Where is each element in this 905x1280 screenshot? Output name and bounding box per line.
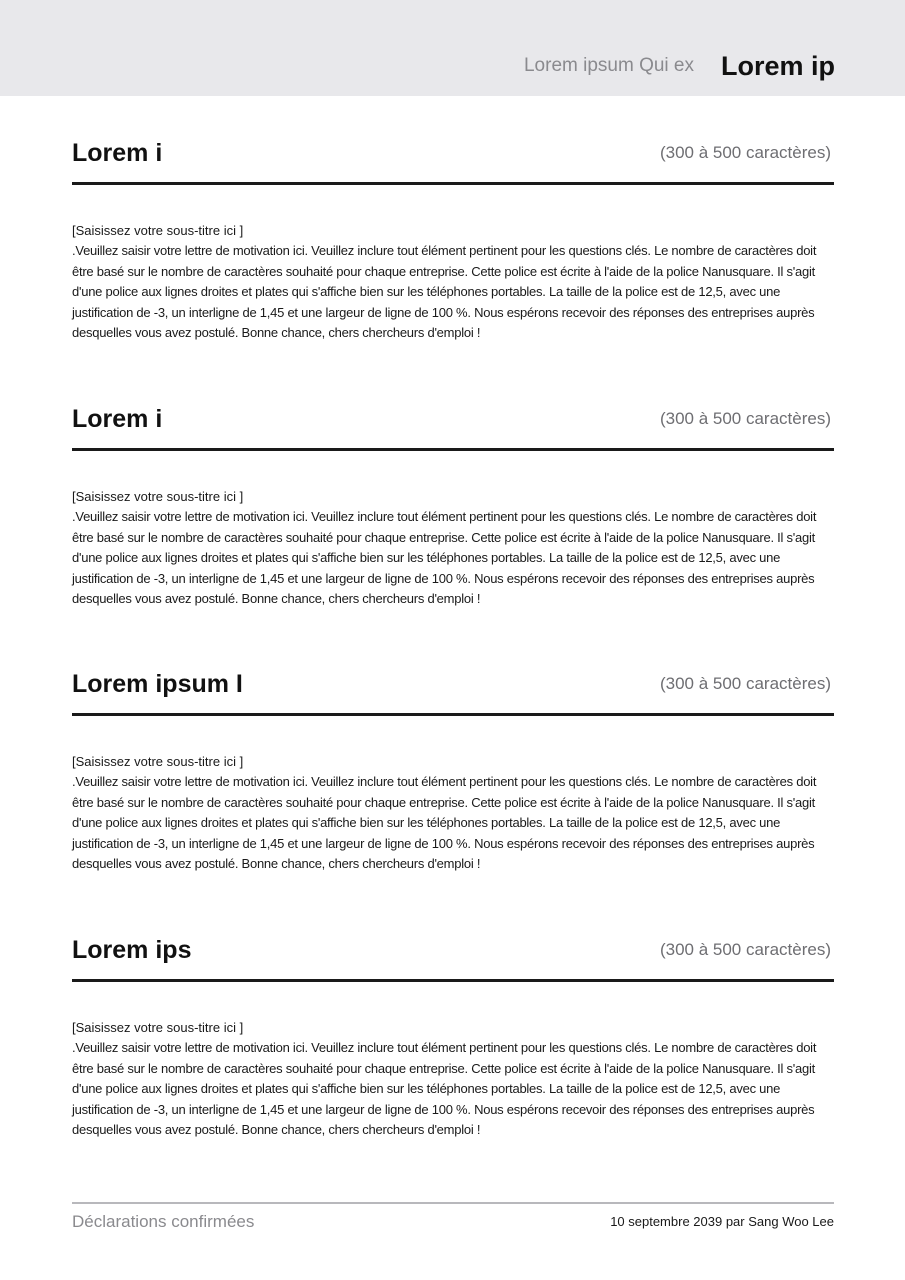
section-header bbox=[72, 933, 834, 982]
section-body: .Veuillez saisir votre lettre de motivation ici. Veuillez inclure tout élément pertinent pour les questions clés. Le nombre de caractères doit être basé sur le nombre de caractères souhaité pour chaque entreprise. Cette police est écrite à l'aide de la police Nanusquare. Il s'agit d'une police aux lignes droites et plates qui s'affiche bien sur les téléphones portables. La taille de la police est de 12,5, avec une justification de -3, un interligne de 1,45 et une largeur de ligne de 100 %. Nous espérons recevoir des réponses des entreprises auprès desquelles vous avez postulé. Bonne chance, chers chercheurs d'emploi ! bbox=[72, 774, 817, 872]
section-char-range: (300 à 500 caractères) bbox=[659, 940, 831, 959]
section-2 bbox=[72, 402, 834, 609]
section-header bbox=[72, 136, 834, 185]
section-subtitle: [Saisissez votre sous-titre ici ] bbox=[72, 1020, 244, 1035]
header-subtitle: Lorem ipsum Qui ex bbox=[523, 55, 694, 76]
section-subtitle: [Saisissez votre sous-titre ici ] bbox=[72, 489, 244, 504]
section-char-range: (300 à 500 caractères) bbox=[659, 409, 831, 428]
section-subtitle: [Saisissez votre sous-titre ici ] bbox=[72, 223, 244, 238]
section-subtitle: [Saisissez votre sous-titre ici ] bbox=[72, 754, 244, 769]
section-title: Lorem i bbox=[72, 405, 163, 433]
page-header bbox=[0, 0, 905, 96]
footer-date-author: 10 septembre 2039 par Sang Woo Lee bbox=[610, 1214, 834, 1229]
section-title: Lorem ips bbox=[72, 936, 192, 964]
section-header bbox=[72, 667, 834, 716]
section-char-range: (300 à 500 caractères) bbox=[659, 143, 831, 162]
section-body: .Veuillez saisir votre lettre de motivation ici. Veuillez inclure tout élément pertinent pour les questions clés. Le nombre de caractères doit être basé sur le nombre de caractères souhaité pour chaque entreprise. Cette police est écrite à l'aide de la police Nanusquare. Il s'agit d'une police aux lignes droites et plates qui s'affiche bien sur les téléphones portables. La taille de la police est de 12,5, avec une justification de -3, un interligne de 1,45 et une largeur de ligne de 100 %. Nous espérons recevoir des réponses des entreprises auprès desquelles vous avez postulé. Bonne chance, chers chercheurs d'emploi ! bbox=[72, 243, 817, 341]
section-3 bbox=[72, 667, 834, 874]
section-body: .Veuillez saisir votre lettre de motivation ici. Veuillez inclure tout élément pertinent pour les questions clés. Le nombre de caractères doit être basé sur le nombre de caractères souhaité pour chaque entreprise. Cette police est écrite à l'aide de la police Nanusquare. Il s'agit d'une police aux lignes droites et plates qui s'affiche bien sur les téléphones portables. La taille de la police est de 12,5, avec une justification de -3, un interligne de 1,45 et une largeur de ligne de 100 %. Nous espérons recevoir des réponses des entreprises auprès desquelles vous avez postulé. Bonne chance, chers chercheurs d'emploi ! bbox=[72, 1040, 817, 1138]
page-footer bbox=[72, 1202, 834, 1231]
section-4 bbox=[72, 933, 834, 1140]
section-char-range: (300 à 500 caractères) bbox=[659, 674, 831, 693]
section-body: .Veuillez saisir votre lettre de motivation ici. Veuillez inclure tout élément pertinent pour les questions clés. Le nombre de caractères doit être basé sur le nombre de caractères souhaité pour chaque entreprise. Cette police est écrite à l'aide de la police Nanusquare. Il s'agit d'une police aux lignes droites et plates qui s'affiche bien sur les téléphones portables. La taille de la police est de 12,5, avec une justification de -3, un interligne de 1,45 et une largeur de ligne de 100 %. Nous espérons recevoir des réponses des entreprises auprès desquelles vous avez postulé. Bonne chance, chers chercheurs d'emploi ! bbox=[72, 509, 817, 607]
header-title: Lorem ip bbox=[720, 51, 835, 81]
section-title: Lorem ipsum I bbox=[72, 670, 243, 698]
section-title: Lorem i bbox=[72, 139, 163, 167]
section-header bbox=[72, 402, 834, 451]
footer-statement: Déclarations confirmées bbox=[72, 1212, 255, 1231]
section-1 bbox=[72, 136, 834, 343]
